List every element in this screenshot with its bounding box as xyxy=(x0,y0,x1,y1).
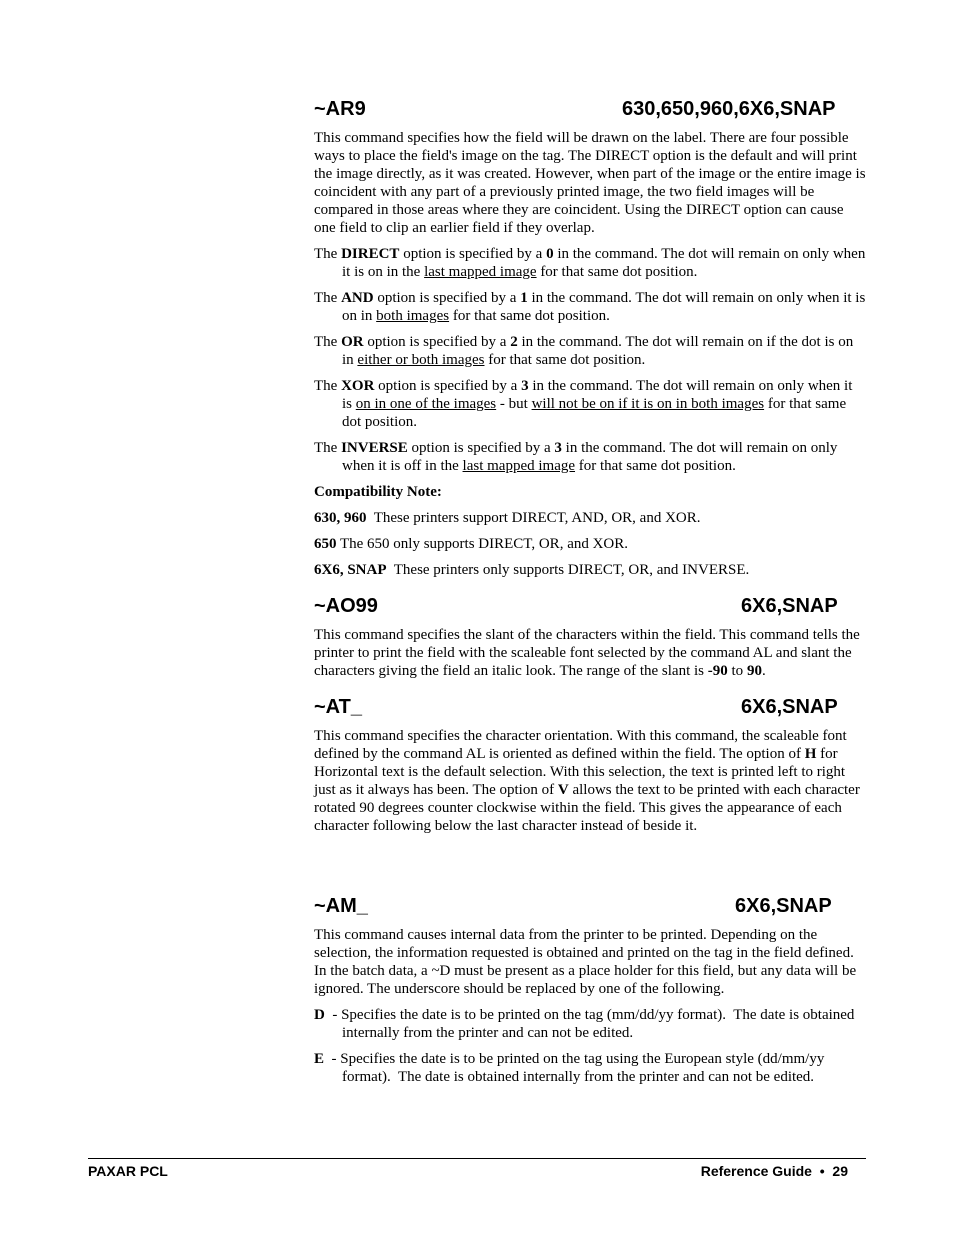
option-or: The OR option is specified by a 2 in the command. The dot will remain on if the dot is on in either or both images for that same dot position. xyxy=(314,334,854,368)
list-item: D - Specifies the date is to be printed on the tag (mm/dd/yy format). The date is obtained internally from the printer and can not be edited. xyxy=(314,1007,859,1041)
supported-models: 630,650,960,6X6,SNAP xyxy=(622,98,836,120)
command-name: ~AR9 xyxy=(314,98,366,120)
footer-divider xyxy=(88,1158,866,1159)
command-name: ~AO99 xyxy=(314,595,378,617)
section-intro: This command specifies how the field will be drawn on the label. There are four possible ways to place the field's image on the tag. The DIRECT option is the default and will print the image directly, as it was created. However, when part of the image or the entire image is coincident with any part of a previously printed image, the two field images will be compared in those areas where they are coincident. Using the DIRECT option can cause one field to clip an earlier field if they overlap. xyxy=(314,130,866,236)
list-item: E - Specifies the date is to be printed on the tag using the European style (dd/mm/yy format). The date is obtained internally from the printer and can not be edited. xyxy=(314,1051,829,1085)
section-heading-at xyxy=(314,694,866,721)
command-name: ~AM_ xyxy=(314,895,368,917)
compatibility-title: Compatibility Note: xyxy=(314,484,442,500)
section-body: This command specifies the slant of the characters within the field. This command tells the printer to print the field with the scaleable font selected by the command AL and slant the characters giving the field an italic look. The range of the slant is -90 to 90. xyxy=(314,627,860,679)
compatibility-650: 650 The 650 only supports DIRECT, OR, and XOR. xyxy=(314,536,629,552)
footer-title: PAXAR PCL xyxy=(88,1163,168,1179)
option-inverse: The INVERSE option is specified by a 3 in the command. The dot will remain on only when it is off in the last mapped image for that same dot position. xyxy=(314,440,838,474)
section-heading-am xyxy=(314,893,866,920)
section-intro: This command causes internal data from the printer to be printed. Depending on the selection, the information requested is obtained and printed on the tag in the field defined. In the batch data, a ~D must be present as a place holder for this field, but any data will be ignored. The underscore should be replaced by one of the following. xyxy=(314,927,857,997)
command-name: ~AT_ xyxy=(314,696,362,718)
supported-models: 6X6,SNAP xyxy=(735,895,832,917)
option-direct: The DIRECT option is specified by a 0 in the command. The dot will remain on only when it is on in the last mapped image for that same dot position. xyxy=(314,246,866,280)
option-and: The AND option is specified by a 1 in the command. The dot will remain on only when it is on in both images for that same dot position. xyxy=(314,290,866,324)
supported-models: 6X6,SNAP xyxy=(741,696,838,718)
section-heading-ar9 xyxy=(314,96,866,123)
footer-page-number: Reference Guide • 29 xyxy=(700,1163,848,1179)
supported-models: 6X6,SNAP xyxy=(741,595,838,617)
option-xor: The XOR option is specified by a 3 in the command. The dot will remain on only when it is on in one of the images - but will not be on if it is on in both images for that same dot position. xyxy=(314,378,853,430)
section-body: This command specifies the character orientation. With this command, the scaleable font defined by the command AL is oriented as defined within the field. The option of H for Horizontal text is the default selection. With this selection, the text is printed left to right just as it always has been. The option of V allows the text to be printed with each character rotated 90 degrees counter clockwise within the field. This gives the appearance of each character following below the last character instead of beside it. xyxy=(314,728,860,834)
page-content xyxy=(314,96,866,1094)
compatibility-630-960: 630, 960 These printers support DIRECT, AND, OR, and XOR. xyxy=(314,510,701,526)
compatibility-6x6-snap: 6X6, SNAP These printers only supports DIRECT, OR, and INVERSE. xyxy=(314,562,750,578)
section-heading-ao99 xyxy=(314,593,866,620)
